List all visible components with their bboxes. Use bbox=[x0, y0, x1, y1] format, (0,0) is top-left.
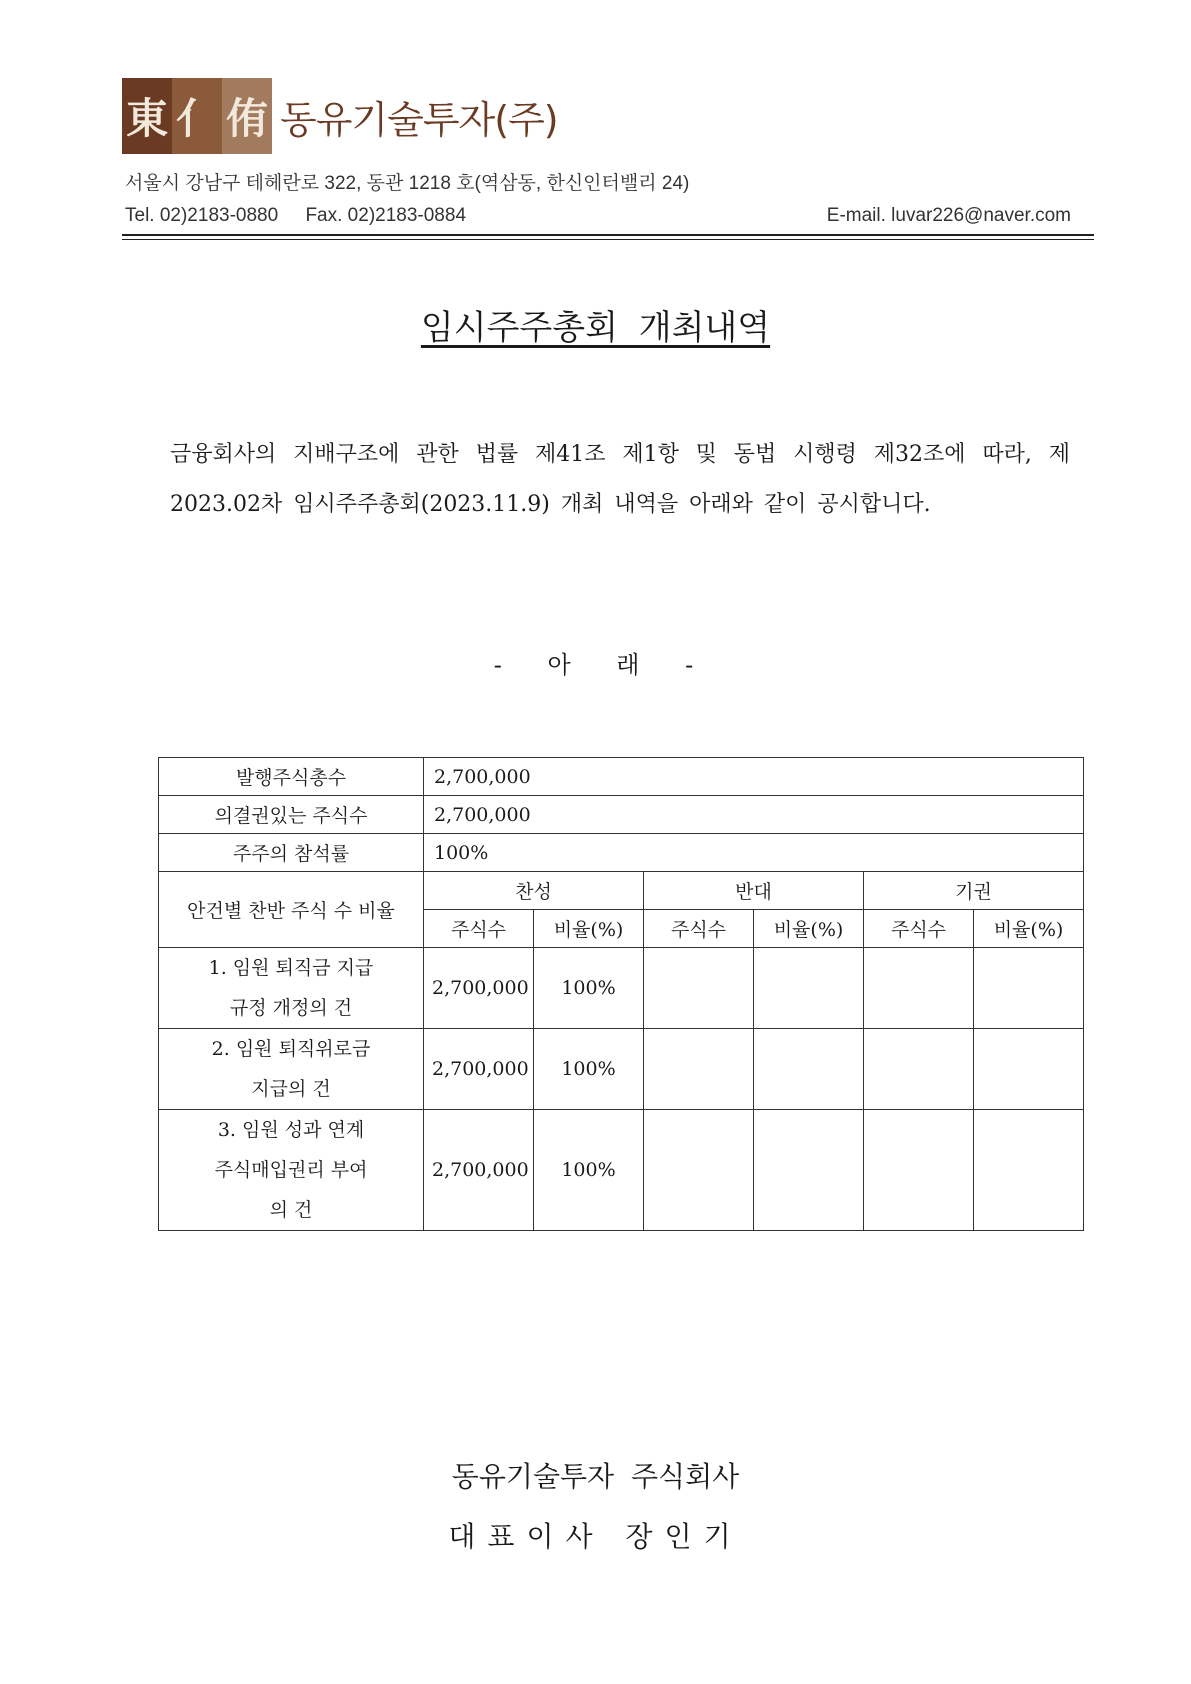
header-divider-thin bbox=[122, 239, 1094, 240]
vote-group-header-row bbox=[159, 872, 1084, 910]
agenda-line: 1. 임원 퇴직금 지급 bbox=[208, 957, 374, 979]
section-marker: - 아 래 - bbox=[493, 651, 698, 679]
agenda-line: 2. 임원 퇴직위로금 bbox=[211, 1038, 371, 1060]
against-ratio bbox=[754, 948, 864, 1029]
subheader-ratio: 비율(%) bbox=[974, 910, 1084, 948]
group-header-for: 찬성 bbox=[424, 872, 644, 910]
tel-number: Tel. 02)2183-0880 bbox=[125, 205, 279, 226]
agenda-row bbox=[159, 1110, 1084, 1231]
intro-paragraph: 금융회사의 지배구조에 관한 법률 제41조 제1항 및 동법 시행령 제32조에 따라, 제 2023.02차 임시주주총회(2023.11.9) 개최 내역을 아래와 같이 공시합니다. bbox=[170, 442, 1070, 517]
meeting-results-table bbox=[158, 757, 1084, 1231]
subheader-ratio: 비율(%) bbox=[754, 910, 864, 948]
row-value: 2,700,000 bbox=[424, 758, 1084, 796]
contact-line bbox=[125, 205, 466, 227]
subheader-shares: 주식수 bbox=[424, 910, 534, 948]
row-label: 주주의 참석률 bbox=[159, 834, 424, 872]
row-value: 100% bbox=[424, 834, 1084, 872]
subheader-shares: 주식수 bbox=[864, 910, 974, 948]
fax-number: Fax. 02)2183-0884 bbox=[305, 205, 467, 226]
abstain-ratio bbox=[974, 1029, 1084, 1110]
agenda-row bbox=[159, 948, 1084, 1029]
row-label: 의결권있는 주식수 bbox=[159, 796, 424, 834]
header-divider bbox=[122, 234, 1094, 236]
row-value: 2,700,000 bbox=[424, 796, 1084, 834]
for-ratio: 100% bbox=[534, 1110, 644, 1231]
row-label: 발행주식총수 bbox=[159, 758, 424, 796]
logo-company-name: 동유기술투자(주) bbox=[280, 98, 558, 142]
group-header-abstain: 기권 bbox=[864, 872, 1084, 910]
against-shares bbox=[644, 1029, 754, 1110]
logo-mark-1: 東 bbox=[122, 78, 172, 154]
abstain-shares bbox=[864, 1110, 974, 1231]
agenda-row bbox=[159, 1029, 1084, 1110]
page-title-text: 임시주주총회 개최내역 bbox=[420, 308, 771, 348]
abstain-shares bbox=[864, 1029, 974, 1110]
abstain-ratio bbox=[974, 1110, 1084, 1231]
signature-block bbox=[0, 1455, 1191, 1555]
for-shares: 2,700,000 bbox=[424, 1110, 534, 1231]
table-row bbox=[159, 758, 1084, 796]
agenda-line: 3. 임원 성과 연계 bbox=[217, 1119, 365, 1141]
agenda-title bbox=[159, 1029, 424, 1110]
agenda-line: 의 건 bbox=[269, 1199, 313, 1221]
agenda-title bbox=[159, 1110, 424, 1231]
subheader-ratio: 비율(%) bbox=[534, 910, 644, 948]
agenda-line: 주식매입권리 부여 bbox=[214, 1159, 368, 1181]
footer-ceo-name: 대표이사 장인기 bbox=[448, 1520, 743, 1553]
company-address: 서울시 강남구 테헤란로 322, 동관 1218 호(역삼동, 한신인터밸리 24) bbox=[125, 173, 690, 194]
table-row bbox=[159, 834, 1084, 872]
for-shares: 2,700,000 bbox=[424, 1029, 534, 1110]
against-ratio bbox=[754, 1029, 864, 1110]
for-shares: 2,700,000 bbox=[424, 948, 534, 1029]
for-ratio: 100% bbox=[534, 1029, 644, 1110]
against-shares bbox=[644, 948, 754, 1029]
table-row bbox=[159, 796, 1084, 834]
against-ratio bbox=[754, 1110, 864, 1231]
against-shares bbox=[644, 1110, 754, 1231]
page-title bbox=[0, 300, 1191, 349]
agenda-line: 지급의 건 bbox=[251, 1078, 331, 1100]
logo-mark-2: 亻 bbox=[172, 78, 222, 154]
logo-mark-3: 侑 bbox=[222, 78, 272, 154]
vote-ratio-label: 안건별 찬반 주식 수 비율 bbox=[159, 872, 424, 948]
for-ratio: 100% bbox=[534, 948, 644, 1029]
email-address: E-mail. luvar226@naver.com bbox=[826, 205, 1071, 226]
agenda-line: 규정 개정의 건 bbox=[229, 997, 353, 1019]
abstain-shares bbox=[864, 948, 974, 1029]
abstain-ratio bbox=[974, 948, 1084, 1029]
agenda-title bbox=[159, 948, 424, 1029]
company-logo bbox=[122, 78, 558, 154]
footer-company-name: 동유기술투자 주식회사 bbox=[451, 1460, 740, 1493]
subheader-shares: 주식수 bbox=[644, 910, 754, 948]
group-header-against: 반대 bbox=[644, 872, 864, 910]
